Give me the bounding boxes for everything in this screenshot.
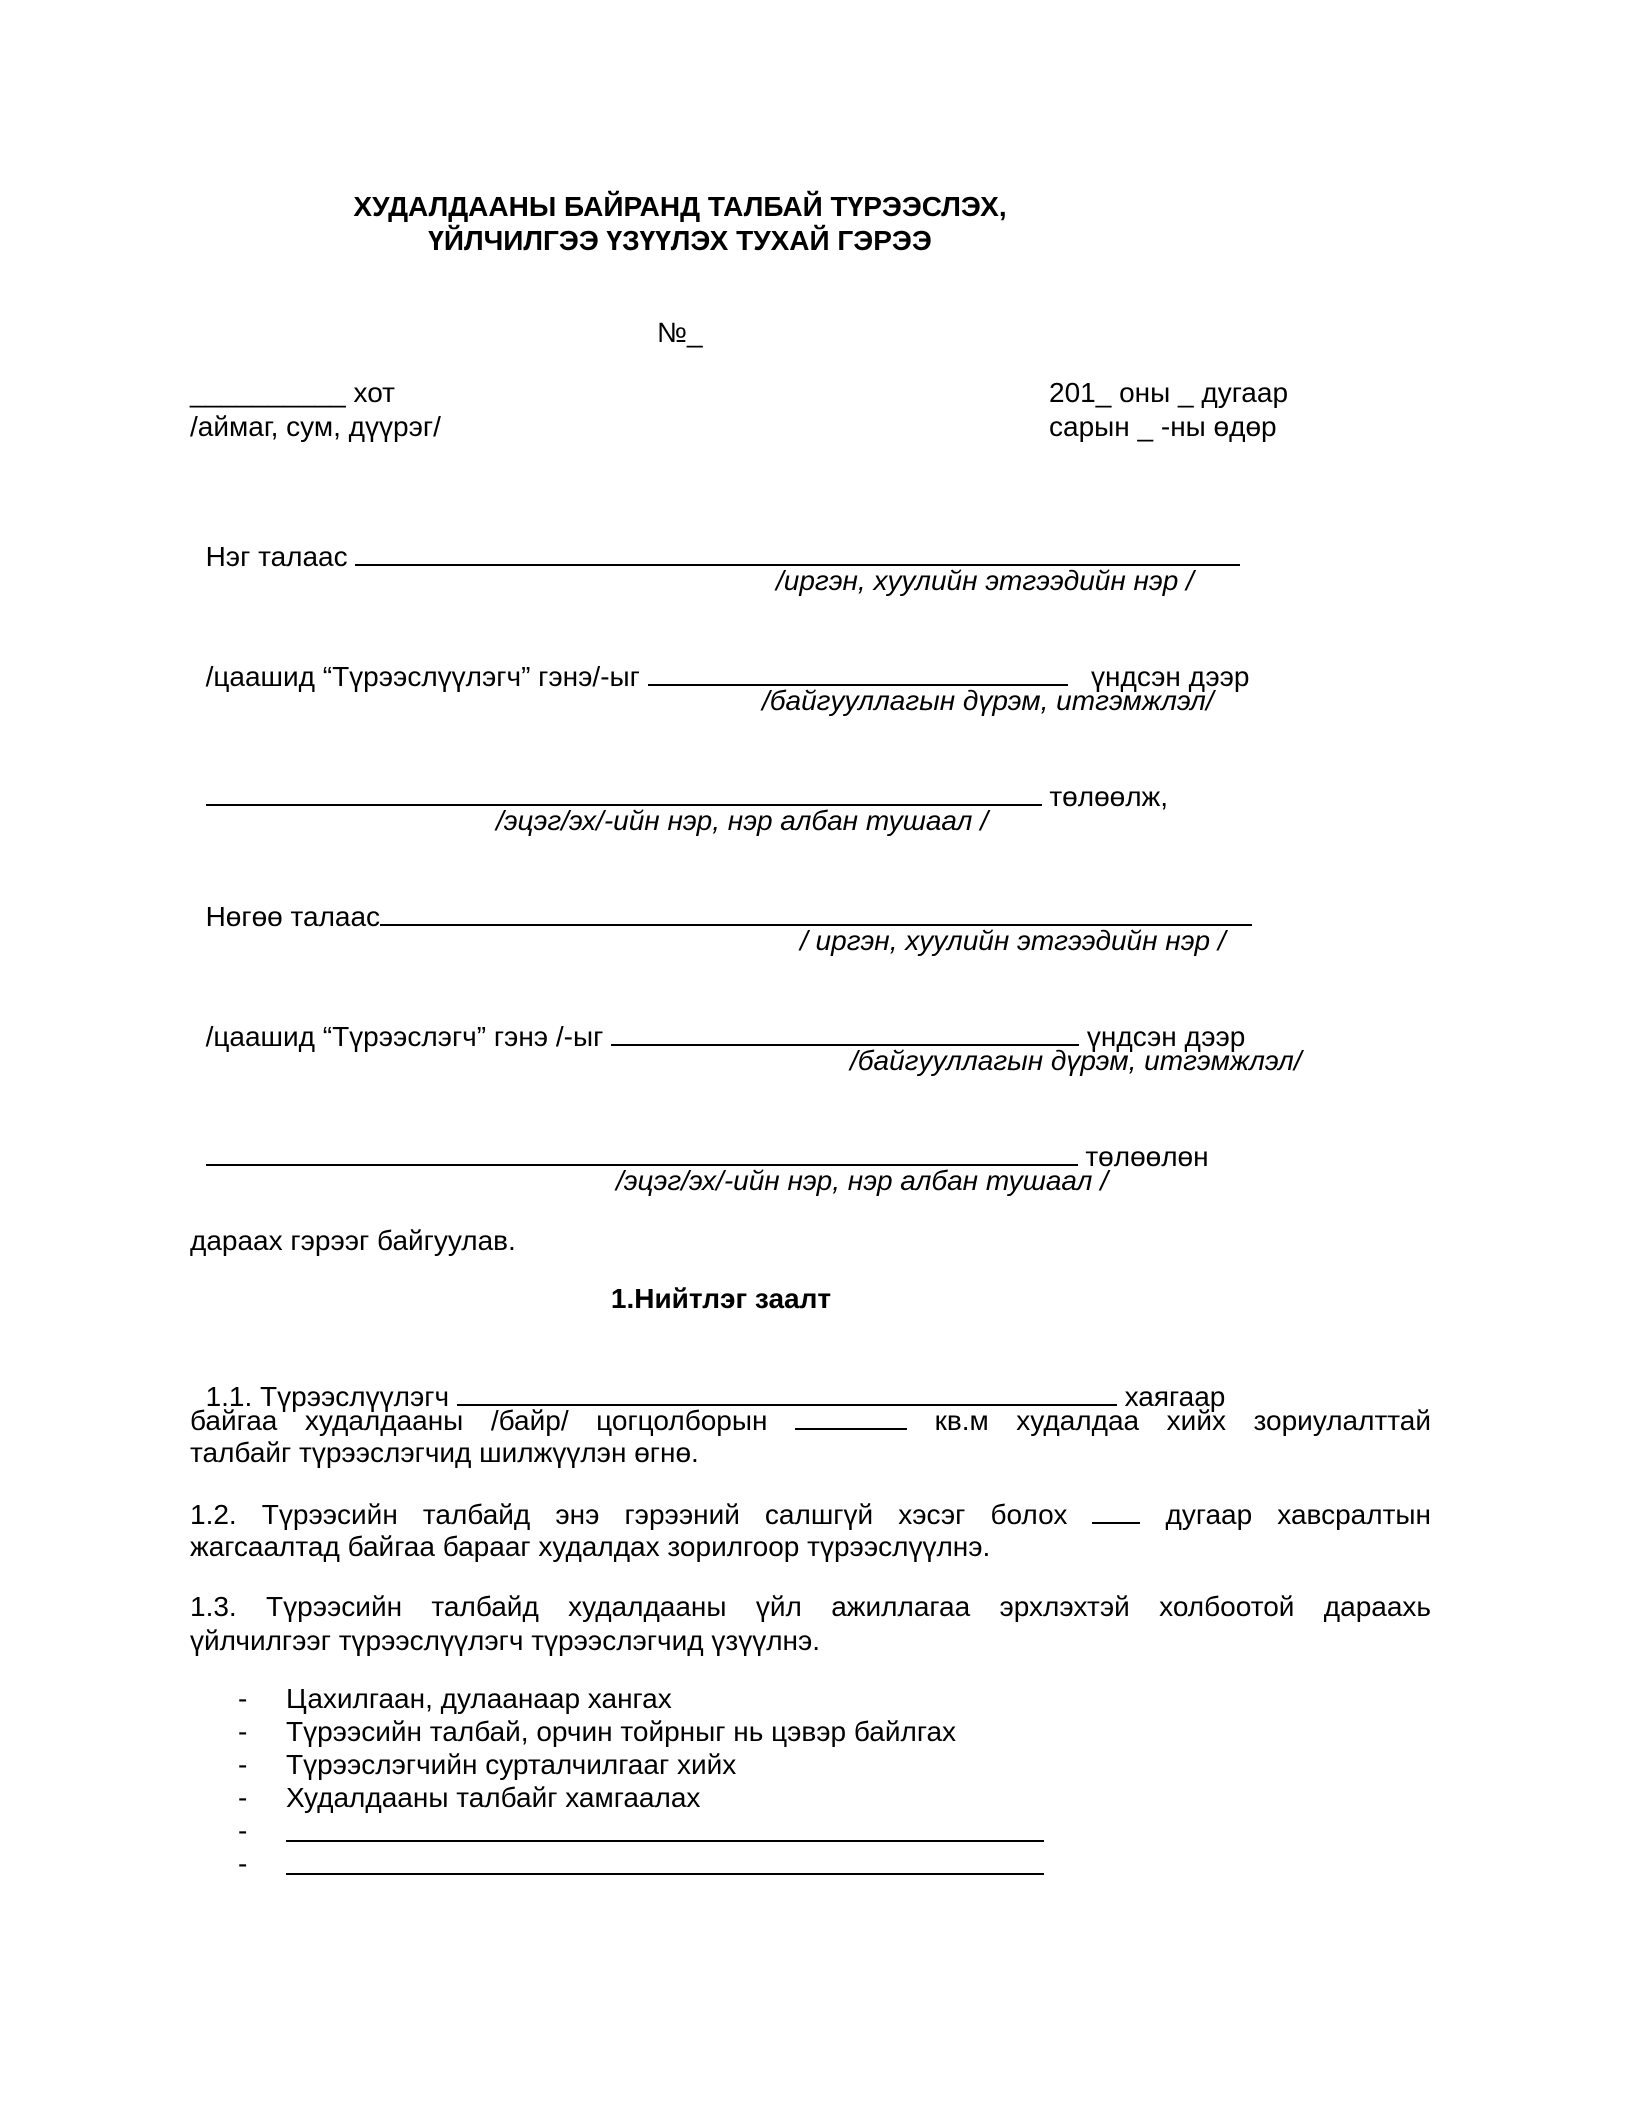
clause-1-2-line2: жагсаалтад байгаа барааг худалдах зорилгоор түрээслүүлнэ. bbox=[190, 1531, 991, 1562]
clause-1-1-suffix: хаягаар bbox=[1124, 1381, 1226, 1412]
bullet-blank[interactable] bbox=[286, 1847, 1044, 1875]
party2-hint-name: / иргэн, хуулийн этгээдийн нэр / bbox=[800, 925, 1226, 956]
date-line2: сарын _ -ны өдөр bbox=[1049, 411, 1277, 442]
party1-label: Нэг талаас bbox=[205, 541, 348, 572]
bullet-item: Түрээсийн талбай, орчин тойрныг нь цэвэр байлгах bbox=[286, 1716, 957, 1747]
party1-basis-blank[interactable] bbox=[648, 658, 1068, 686]
document-title-line1: ХУДАЛДААНЫ БАЙРАНД ТАЛБАЙ ТҮРЭЭСЛЭХ, bbox=[353, 191, 1007, 222]
bullet-item: Худалдааны талбайг хамгаалах bbox=[286, 1782, 701, 1813]
party2-basis-suffix: үндсэн дээр bbox=[1086, 1021, 1246, 1052]
party1-hint-basis: /байгууллагын дүрэм, итгэмжлэл/ bbox=[762, 685, 1214, 716]
bullet-dash: - bbox=[238, 1683, 248, 1714]
clause-1-1-line2 bbox=[190, 1402, 1431, 1438]
bullet-item: Цахилгаан, дулаанаар хангах bbox=[286, 1683, 672, 1714]
clause-1-2-line1 bbox=[190, 1496, 1431, 1532]
intro-close: дараах гэрээг байгуулав. bbox=[190, 1225, 516, 1256]
place-hint: /аймаг, сум, дүүрэг/ bbox=[190, 411, 441, 442]
clause-1-1-prefix: 1.1. Түрээслүүлэгч bbox=[205, 1381, 450, 1412]
party1-basis-suffix: үндсэн дээр bbox=[1091, 661, 1250, 692]
clause-1-2-appendix-blank[interactable] bbox=[1092, 1496, 1140, 1524]
party1-hint-name: /иргэн, хуулийн этгээдийн нэр / bbox=[776, 565, 1194, 596]
clause-1-1-line2-a: байгаа худалдааны /байр/ цогцолборын bbox=[190, 1405, 768, 1436]
party2-name-blank[interactable] bbox=[380, 898, 1252, 926]
clause-1-2-line1-b: дугаар хавсралтын bbox=[1165, 1499, 1431, 1530]
party1-rep-suffix: төлөөлж, bbox=[1049, 781, 1169, 812]
party2-basis-blank[interactable] bbox=[611, 1018, 1079, 1046]
bullet-dash: - bbox=[238, 1716, 248, 1747]
clause-1-1-line2-b: кв.м худалдаа хийх зориулалттай bbox=[934, 1405, 1432, 1436]
place-line: __________ хот bbox=[190, 377, 395, 408]
clause-1-3-line2: үйлчилгээг түрээслүүлэгч түрээслэгчид үзүүлнэ. bbox=[190, 1625, 821, 1656]
clause-1-1-line3: талбайг түрээслэгчид шилжүүлэн өгнө. bbox=[190, 1437, 699, 1468]
party2-rep-blank[interactable] bbox=[206, 1138, 1078, 1166]
party1-rep-blank[interactable] bbox=[206, 778, 1042, 806]
contract-number: №_ bbox=[657, 317, 703, 348]
party1-basis-prefix: /цаашид “Түрээслүүлэгч” гэнэ/-ыг bbox=[205, 661, 640, 692]
bullet-dash: - bbox=[238, 1848, 248, 1879]
party2-basis-prefix: /цаашид “Түрээслэгч” гэнэ /-ыг bbox=[205, 1021, 604, 1052]
section1-heading: 1.Нийтлэг заалт bbox=[610, 1283, 832, 1314]
bullet-blank[interactable] bbox=[286, 1814, 1044, 1842]
party1-name-blank[interactable] bbox=[355, 538, 1240, 566]
party1-hint-rep: /эцэг/эх/-ийн нэр, нэр албан тушаал / bbox=[496, 805, 988, 836]
bullet-dash: - bbox=[238, 1782, 248, 1813]
bullet-blank-row bbox=[286, 1847, 1044, 1883]
bullet-dash: - bbox=[238, 1749, 248, 1780]
clause-1-1-area-blank[interactable] bbox=[795, 1402, 907, 1430]
clause-1-2-line1-a: 1.2. Түрээсийн талбайд энэ гэрээний салшгүй хэсэг болох bbox=[190, 1499, 1068, 1530]
bullet-item: Түрээслэгчийн сурталчилгааг хийх bbox=[286, 1749, 737, 1780]
party2-hint-basis: /байгууллагын дүрэм, итгэмжлэл/ bbox=[850, 1045, 1302, 1076]
document-title-line2: ҮЙЛЧИЛГЭЭ ҮЗҮҮЛЭХ ТУХАЙ ГЭРЭЭ bbox=[428, 225, 932, 256]
party2-label: Нөгөө талаас bbox=[205, 901, 381, 932]
bullet-dash: - bbox=[238, 1815, 248, 1846]
party2-hint-rep: /эцэг/эх/-ийн нэр, нэр албан тушаал / bbox=[616, 1165, 1108, 1196]
party2-rep-suffix: төлөөлөн bbox=[1085, 1141, 1209, 1172]
clause-1-3-line1: 1.3. Түрээсийн талбайд худалдааны үйл ажиллагаа эрхлэхтэй холбоотой дараахь bbox=[190, 1591, 1431, 1622]
date-line1: 201_ оны _ дугаар bbox=[1049, 377, 1289, 408]
bullet-blank-row bbox=[286, 1814, 1044, 1850]
